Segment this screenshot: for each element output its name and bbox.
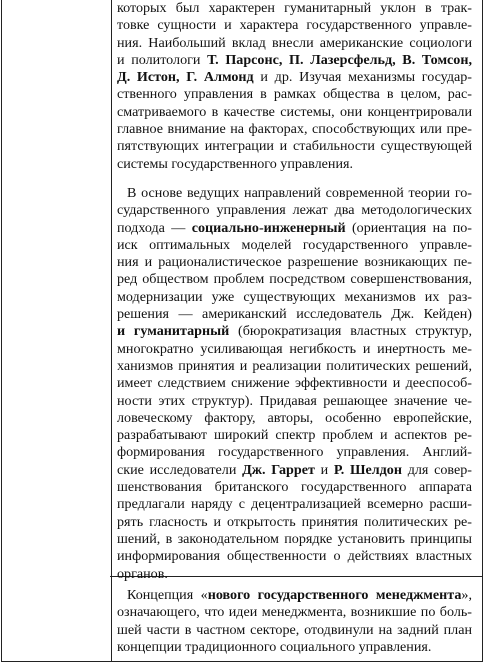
text-segment: рять гласность и открытость принятия политических ре- — [117, 513, 472, 530]
text-segment: товке сущности и характера государственного управле- — [117, 17, 472, 34]
text-line — [117, 69, 472, 86]
text-segment: концепции традиционного социального управления. — [117, 638, 432, 655]
text-line — [117, 358, 472, 375]
text-segment: пятствующих интеграции и стабильности существующей — [117, 138, 472, 155]
text-line — [117, 52, 472, 69]
text-segment: модернизации уже существующих механизмов их раз- — [117, 288, 472, 305]
text-line — [117, 254, 472, 271]
bold-text: и гуманитарный — [117, 323, 230, 340]
text-segment: для совер- — [401, 461, 472, 478]
text-segment: ханизмов принятия и реализации политических решений, — [117, 357, 472, 374]
text-line — [117, 393, 472, 410]
text-line — [117, 35, 472, 52]
text-segment: и др. Изучая механизмы государ- — [253, 69, 472, 86]
text-line — [117, 531, 472, 548]
text-line — [117, 289, 472, 306]
text-line — [117, 566, 472, 583]
text-line — [117, 220, 472, 237]
text-line — [117, 138, 472, 155]
text-line — [117, 306, 472, 323]
text-segment: ния и рационалистическое разрешение возникающих пе- — [117, 254, 472, 271]
text-line — [117, 0, 472, 17]
text-segment: шений, в законодательном порядке установить принципы — [117, 530, 472, 547]
paragraph — [117, 0, 472, 173]
text-segment: сматриваемого в качестве системы, они концентрировали — [117, 103, 472, 120]
text-segment: имеет следствием снижение эффективности и дееспособ- — [117, 375, 472, 392]
text-line — [117, 202, 472, 219]
text-line — [117, 271, 472, 288]
text-segment: которых был характерен гуманитарный уклон в трак- — [117, 0, 472, 16]
text-segment: ности этих структур). Придавая решающее значение че- — [117, 392, 472, 409]
text-segment: шенствования британского государственного аппарата — [117, 479, 472, 496]
text-line — [117, 479, 472, 496]
paragraph — [117, 587, 472, 656]
text-line — [117, 587, 472, 604]
text-segment: разрабатывают широкий спектр проблем и аспектов ре- — [117, 427, 472, 444]
text-segment: предлагали наряду с децентрализацией всемерно расши- — [117, 496, 472, 513]
table-cell-left-empty — [2, 0, 111, 662]
text-segment: ния. Наибольший вклад внесли американские социологи — [117, 34, 472, 51]
text-segment: (ориентация на по- — [345, 219, 473, 236]
text-segment: и — [314, 461, 334, 478]
text-line — [117, 622, 472, 639]
text-segment: шей части в частном секторе, отодвинули на задний план — [117, 621, 472, 638]
text-segment: ловеческому фактору, авторы, особенно европейские, — [117, 409, 472, 426]
bold-text: Д. Истон, Г. Алмонд — [117, 69, 254, 86]
text-segment: », — [461, 587, 472, 603]
text-segment: системы государственного управления. — [117, 155, 354, 172]
text-line — [117, 427, 472, 444]
text-segment: Концепция « — [127, 587, 208, 603]
bold-text: нового государственного менеджмента — [207, 587, 462, 603]
text-segment: сударственного управления лежат два методологических — [117, 202, 472, 219]
text-segment: информирования общественности о действиях властных — [117, 548, 472, 565]
text-segment: (бюрократизация властных структур, — [229, 323, 472, 340]
text-segment: органов. — [117, 565, 168, 582]
text-segment: означающего, что идеи менеджмента, возникшие по боль- — [117, 604, 472, 621]
bold-text: Дж. Гаррет — [242, 461, 315, 478]
text-line — [117, 604, 472, 621]
text-segment: главное внимание на факторах, способствующих или пре- — [117, 121, 472, 138]
text-segment: ред обществом проблем посредством совершенствования, — [117, 271, 472, 288]
text-segment: ственного управления в рамках общества в целом, рас- — [117, 86, 472, 103]
bold-text: Р. Шелдон — [333, 461, 402, 478]
text-segment: формирования государственного управления. Англий- — [117, 444, 472, 461]
text-segment: ские исследователи — [117, 461, 243, 478]
bold-text: социально-инженерный — [191, 219, 346, 236]
text-line — [117, 639, 472, 656]
text-line — [117, 341, 472, 358]
text-segment: иск оптимальных моделей государственного управле- — [117, 236, 472, 253]
text-segment: подхода — — [117, 219, 192, 236]
text-segment: и политологи — [117, 51, 208, 68]
text-line — [117, 410, 472, 427]
text-line — [117, 462, 472, 479]
bold-text: Т. Парсонс, П. Лазерсфельд, В. Томсон, — [207, 51, 472, 68]
text-segment: В основе ведущих направлений современной теории го- — [127, 185, 472, 201]
text-line — [117, 514, 472, 531]
text-line — [117, 496, 472, 513]
text-line — [117, 323, 472, 340]
text-line — [117, 185, 472, 202]
text-segment: решения — американский исследователь Дж. Кейден) — [117, 306, 472, 323]
text-line — [117, 237, 472, 254]
text-line — [117, 86, 472, 103]
paragraph — [117, 185, 472, 583]
text-line — [117, 17, 472, 34]
text-line — [117, 156, 472, 173]
text-line — [117, 548, 472, 565]
text-segment: многократно усиливающая негибкость и инертность ме- — [117, 340, 472, 357]
text-line — [117, 444, 472, 461]
text-line — [117, 375, 472, 392]
text-line — [117, 104, 472, 121]
text-line — [117, 121, 472, 138]
